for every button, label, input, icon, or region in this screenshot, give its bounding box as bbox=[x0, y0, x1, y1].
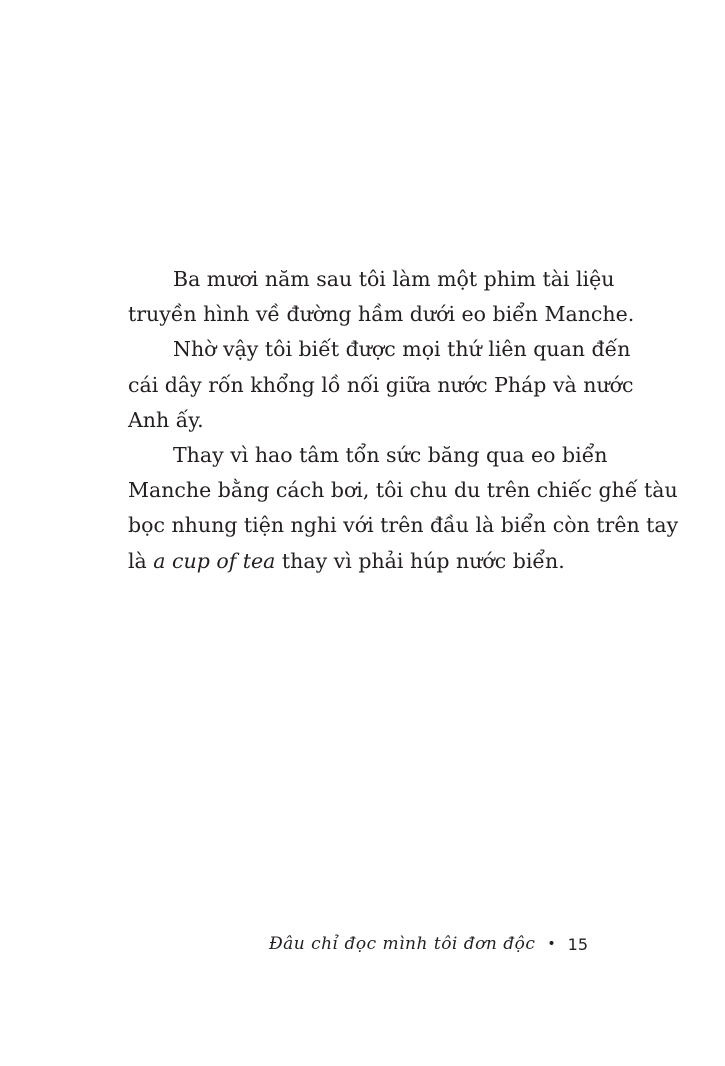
text-line: Nhờ vậy tôi biết được mọi thứ liên quan đến bbox=[173, 337, 631, 362]
text-line: cái dây rốn khổng lồ nối giữa nước Pháp và nước bbox=[128, 372, 634, 397]
running-footer bbox=[269, 934, 588, 954]
paragraph bbox=[128, 262, 635, 332]
text-line: Thay vì hao tâm tổn sức băng qua eo biển bbox=[173, 443, 608, 468]
text-line: Ba mươi năm sau tôi làm một phim tài liệu bbox=[173, 267, 615, 291]
book-title: Đâu chỉ đọc mình tôi đơn độc bbox=[268, 934, 536, 954]
text-line: Anh ấy. bbox=[128, 407, 204, 432]
text-line bbox=[128, 544, 590, 579]
page-number: 15 bbox=[567, 934, 588, 954]
text-segment: là bbox=[128, 548, 154, 573]
bullet-separator: • bbox=[547, 936, 556, 952]
text-line: bọc nhung tiện nghi với trên đầu là biển còn trên tay bbox=[128, 513, 679, 538]
paragraph bbox=[128, 438, 679, 579]
text-segment: thay vì phải húp nước biển. bbox=[275, 548, 565, 573]
italic-phrase: a cup of tea bbox=[153, 548, 276, 573]
body-text bbox=[128, 262, 679, 579]
text-line: Manche bằng cách bơi, tôi chu du trên chiếc ghế tàu bbox=[128, 478, 678, 503]
text-line: truyền hình về đường hầm dưới eo biển Manche. bbox=[128, 302, 635, 327]
paragraph bbox=[128, 332, 634, 438]
